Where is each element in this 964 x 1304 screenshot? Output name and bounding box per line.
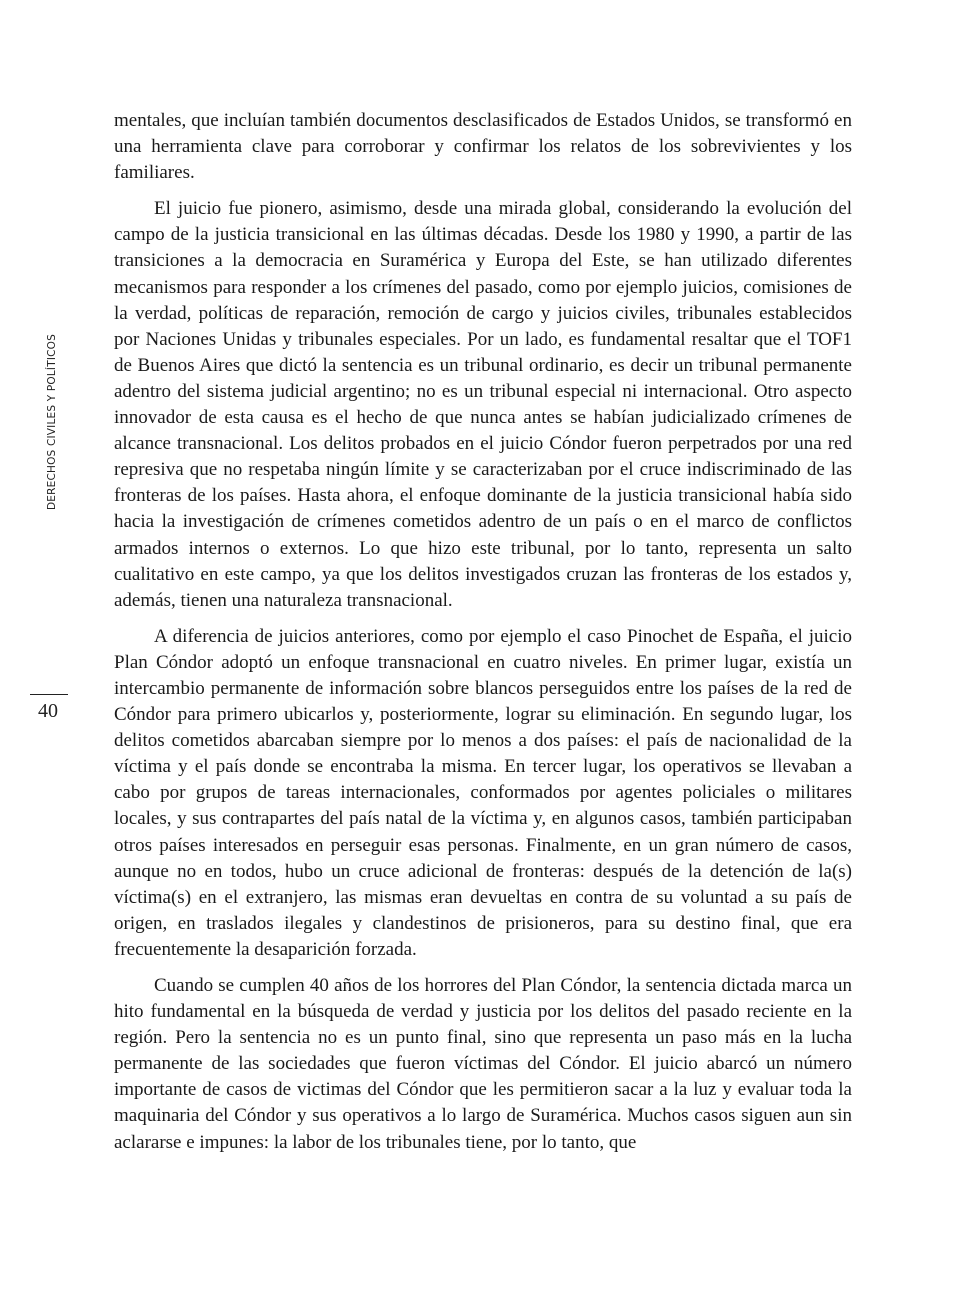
paragraph-global-perspective: El juicio fue pionero, asimismo, desde una mirada global, considerando la evolución del campo de la justicia transicional en las últimas décadas. Desde los 1980 y 1990, a partir de las transiciones a la democracia en Suramérica y Europa del Este, se han utilizado diferentes mecanismos para responder a los crímenes del pasado, como por ejemplo juicios, comisiones de la verdad, políticas de reparación, remoción de cargo y juicios civiles, tribunales establecidos por Naciones Unidas y tribunales especiales. Por un lado, es fundamental resaltar que el TOF1 de Buenos Aires que dictó la sentencia es un tribunal ordinario, es decir un tribunal permanente adentro del sistema judicial argentino; no es un tribunal especial ni internacional. Otro aspecto innovador de esta causa es el hecho de que nunca antes se habían judicializado crímenes de alcance transnacional. Los delitos probados en el juicio Cóndor fueron perpetrados por una red represiva que no respetaba ningún límite y se caracterizaban por el cruce indiscriminado de las fronteras de los países. Hasta ahora, el enfoque dominante de la justicia transicional había sido hacia la investigación de crímenes cometidos adentro de un país o en el marco de conflictos armados internos o externos. Lo que hizo este tribunal, por lo tanto, representa un salto cualitativo en este campo, ya que los delitos investigados cruzan las fronteras de los estados y, además, tienen una naturaleza transnacional.: [114, 198, 852, 611]
paragraph-transnational-approach: A diferencia de juicios anteriores, como por ejemplo el caso Pinochet de España, el juicio Plan Cóndor adoptó un enfoque transnacional en cuatro niveles. En primer lugar, existía un intercambio permanente de información sobre blancos perseguidos entre los países de la red de Cóndor para primero ubicarlos y, posteriormente, lograr su eliminación. En segundo lugar, los delitos cometidos abarcaban siempre por lo menos a dos países: el país de nacionalidad de la víctima y el país donde se encontraba la misma. En tercer lugar, los operativos se llevaban a cabo por grupos de tareas internacionales, conformados por agentes policiales o militares locales, y sus contrapartes del país natal de la víctima y, en algunos casos, también participaban otros países interesados en perseguir esas personas. Finalmente, en un gran número de casos, aunque no en todos, hubo un cruce adicional de fronteras: después de la detención de la(s) víctima(s) en el extranjero, las mismas eran devueltas en contra de su voluntad a su país de origen, en traslados ilegales y clandestinos de prisioneros, para su destino final, que era frecuentemente la desaparición forzada.: [114, 625, 852, 960]
paragraph-continuation: mentales, que incluían también documentos desclasificados de Estados Unidos, se transformó en una herramienta clave para corroborar y confirmar los relatos de los sobrevivientes y los familiares.: [114, 110, 852, 184]
paragraph-forty-years: Cuando se cumplen 40 años de los horrores del Plan Cóndor, la sentencia dictada marca un hito fundamental en la búsqueda de verdad y justicia por los delitos del pasado reciente en la región. Pero la sentencia no es un punto final, sino que representa un paso más en la lucha permanente de las sociedades que fueron víctimas del Cóndor. El juicio abarcó un número importante de casos de victimas del Cóndor que les permitieron sacar a la luz y evaluar toda la maquinaria del Cóndor y sus operativos a lo largo de Suramérica. Muchos casos siguen aun sin aclararse e impunes: la labor de los tribunales tiene, por lo tanto, que: [114, 975, 852, 1153]
body-text: [114, 108, 852, 1166]
running-header-vertical: DERECHOS CIVILES Y POLÍTICOS: [46, 333, 58, 510]
page-number-rule: [30, 694, 68, 695]
page-number: 40: [38, 700, 58, 722]
